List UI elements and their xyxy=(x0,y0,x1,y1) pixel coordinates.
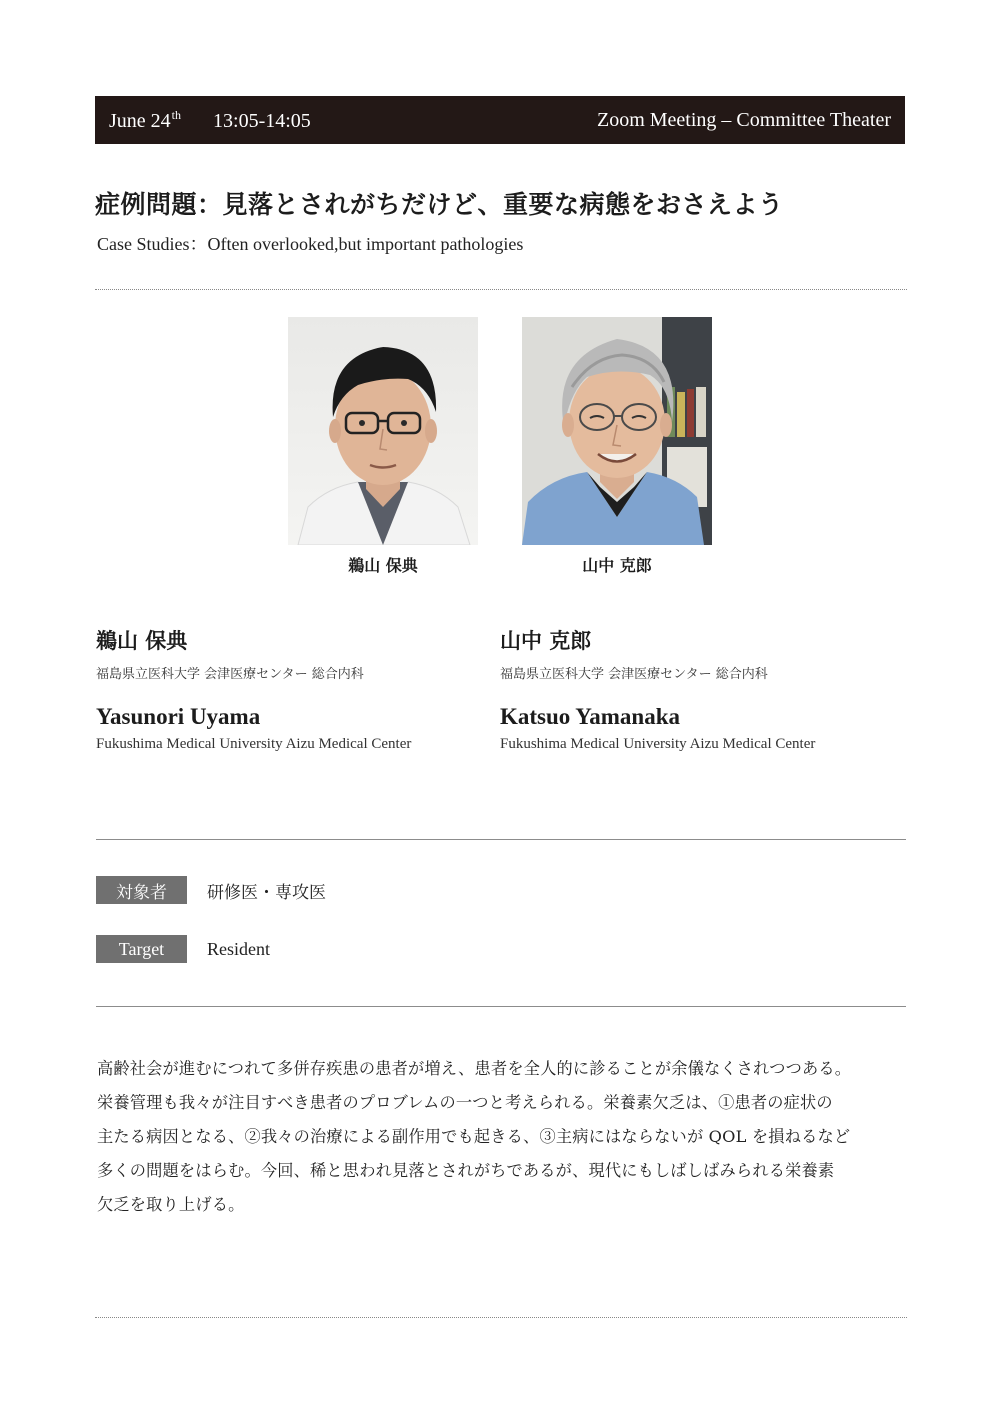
speaker-info-uyama xyxy=(96,625,411,753)
abstract-line: 主たる病因となる、②我々の治療による副作用でも起きる、③主病にはならないが QOL を損ねるなど xyxy=(97,1127,851,1146)
abstract-line: 栄養管理も我々が注目すべき患者のプロブレムの一つと考えられる。栄養素欠乏は、①患者の症状の xyxy=(97,1093,833,1112)
speaker-affiliation-jp: 福島県立医科大学 会津医療センター 総合内科 xyxy=(96,667,364,682)
speaker-info-yamanaka xyxy=(500,625,815,753)
target-value-jp: 研修医・専攻医 xyxy=(207,882,326,903)
session-datetime xyxy=(109,108,311,133)
target-label-jp: 対象者 xyxy=(96,876,187,904)
session-title-en: Case Studies：Often overlooked,but important pathologies xyxy=(97,234,524,254)
speaker-affiliation-en: Fukushima Medical University Aizu Medical Center xyxy=(500,736,816,752)
abstract-line: 欠乏を取り上げる。 xyxy=(97,1195,245,1214)
photo-caption-uyama: 鵜山 保典 xyxy=(348,556,418,575)
session-abstract xyxy=(97,1052,912,1222)
date-superscript: th xyxy=(171,107,182,122)
abstract-line: 高齢社会が進むにつれて多併存疾患の患者が増え、患者を全人的に診ることが余儀なくされつつある。 xyxy=(97,1059,852,1078)
target-label-en: Target xyxy=(96,935,187,963)
speaker-name-jp: 山中 克郎 xyxy=(500,628,592,653)
dotted-divider xyxy=(95,289,907,290)
date-text: June 24 xyxy=(109,109,171,132)
section-divider xyxy=(96,839,906,840)
speaker-photo-yamanaka xyxy=(522,317,712,545)
portrait-photo-icon xyxy=(522,317,712,545)
session-header-bar xyxy=(95,96,905,144)
speaker-name-jp: 鵜山 保典 xyxy=(96,628,188,653)
speaker-photo-uyama xyxy=(288,317,478,545)
target-row-jp xyxy=(96,876,326,904)
speaker-affiliation-en: Fukushima Medical University Aizu Medical Center xyxy=(96,736,412,752)
session-title-jp: 症例問題：見落とされがちだけど、重要な病態をおさえよう xyxy=(95,190,784,219)
target-row-en xyxy=(96,935,270,963)
session-time: 13:05-14:05 xyxy=(213,109,311,132)
target-value-en: Resident xyxy=(207,938,270,959)
photo-caption-yamanaka: 山中 克郎 xyxy=(582,556,652,575)
session-venue: Zoom Meeting – Committee Theater xyxy=(596,108,891,131)
section-divider xyxy=(96,1006,906,1007)
session-date xyxy=(109,108,181,133)
portrait-photo-icon xyxy=(288,317,478,545)
speaker-name-en: Katsuo Yamanaka xyxy=(500,704,680,729)
speaker-name-en: Yasunori Uyama xyxy=(96,704,261,729)
abstract-line: 多くの問題をはらむ。今回、稀と思われ見落とされがちであるが、現代にもしばしばみられる栄養素 xyxy=(97,1161,835,1180)
speaker-affiliation-jp: 福島県立医科大学 会津医療センター 総合内科 xyxy=(500,667,768,682)
dotted-divider xyxy=(95,1317,907,1318)
